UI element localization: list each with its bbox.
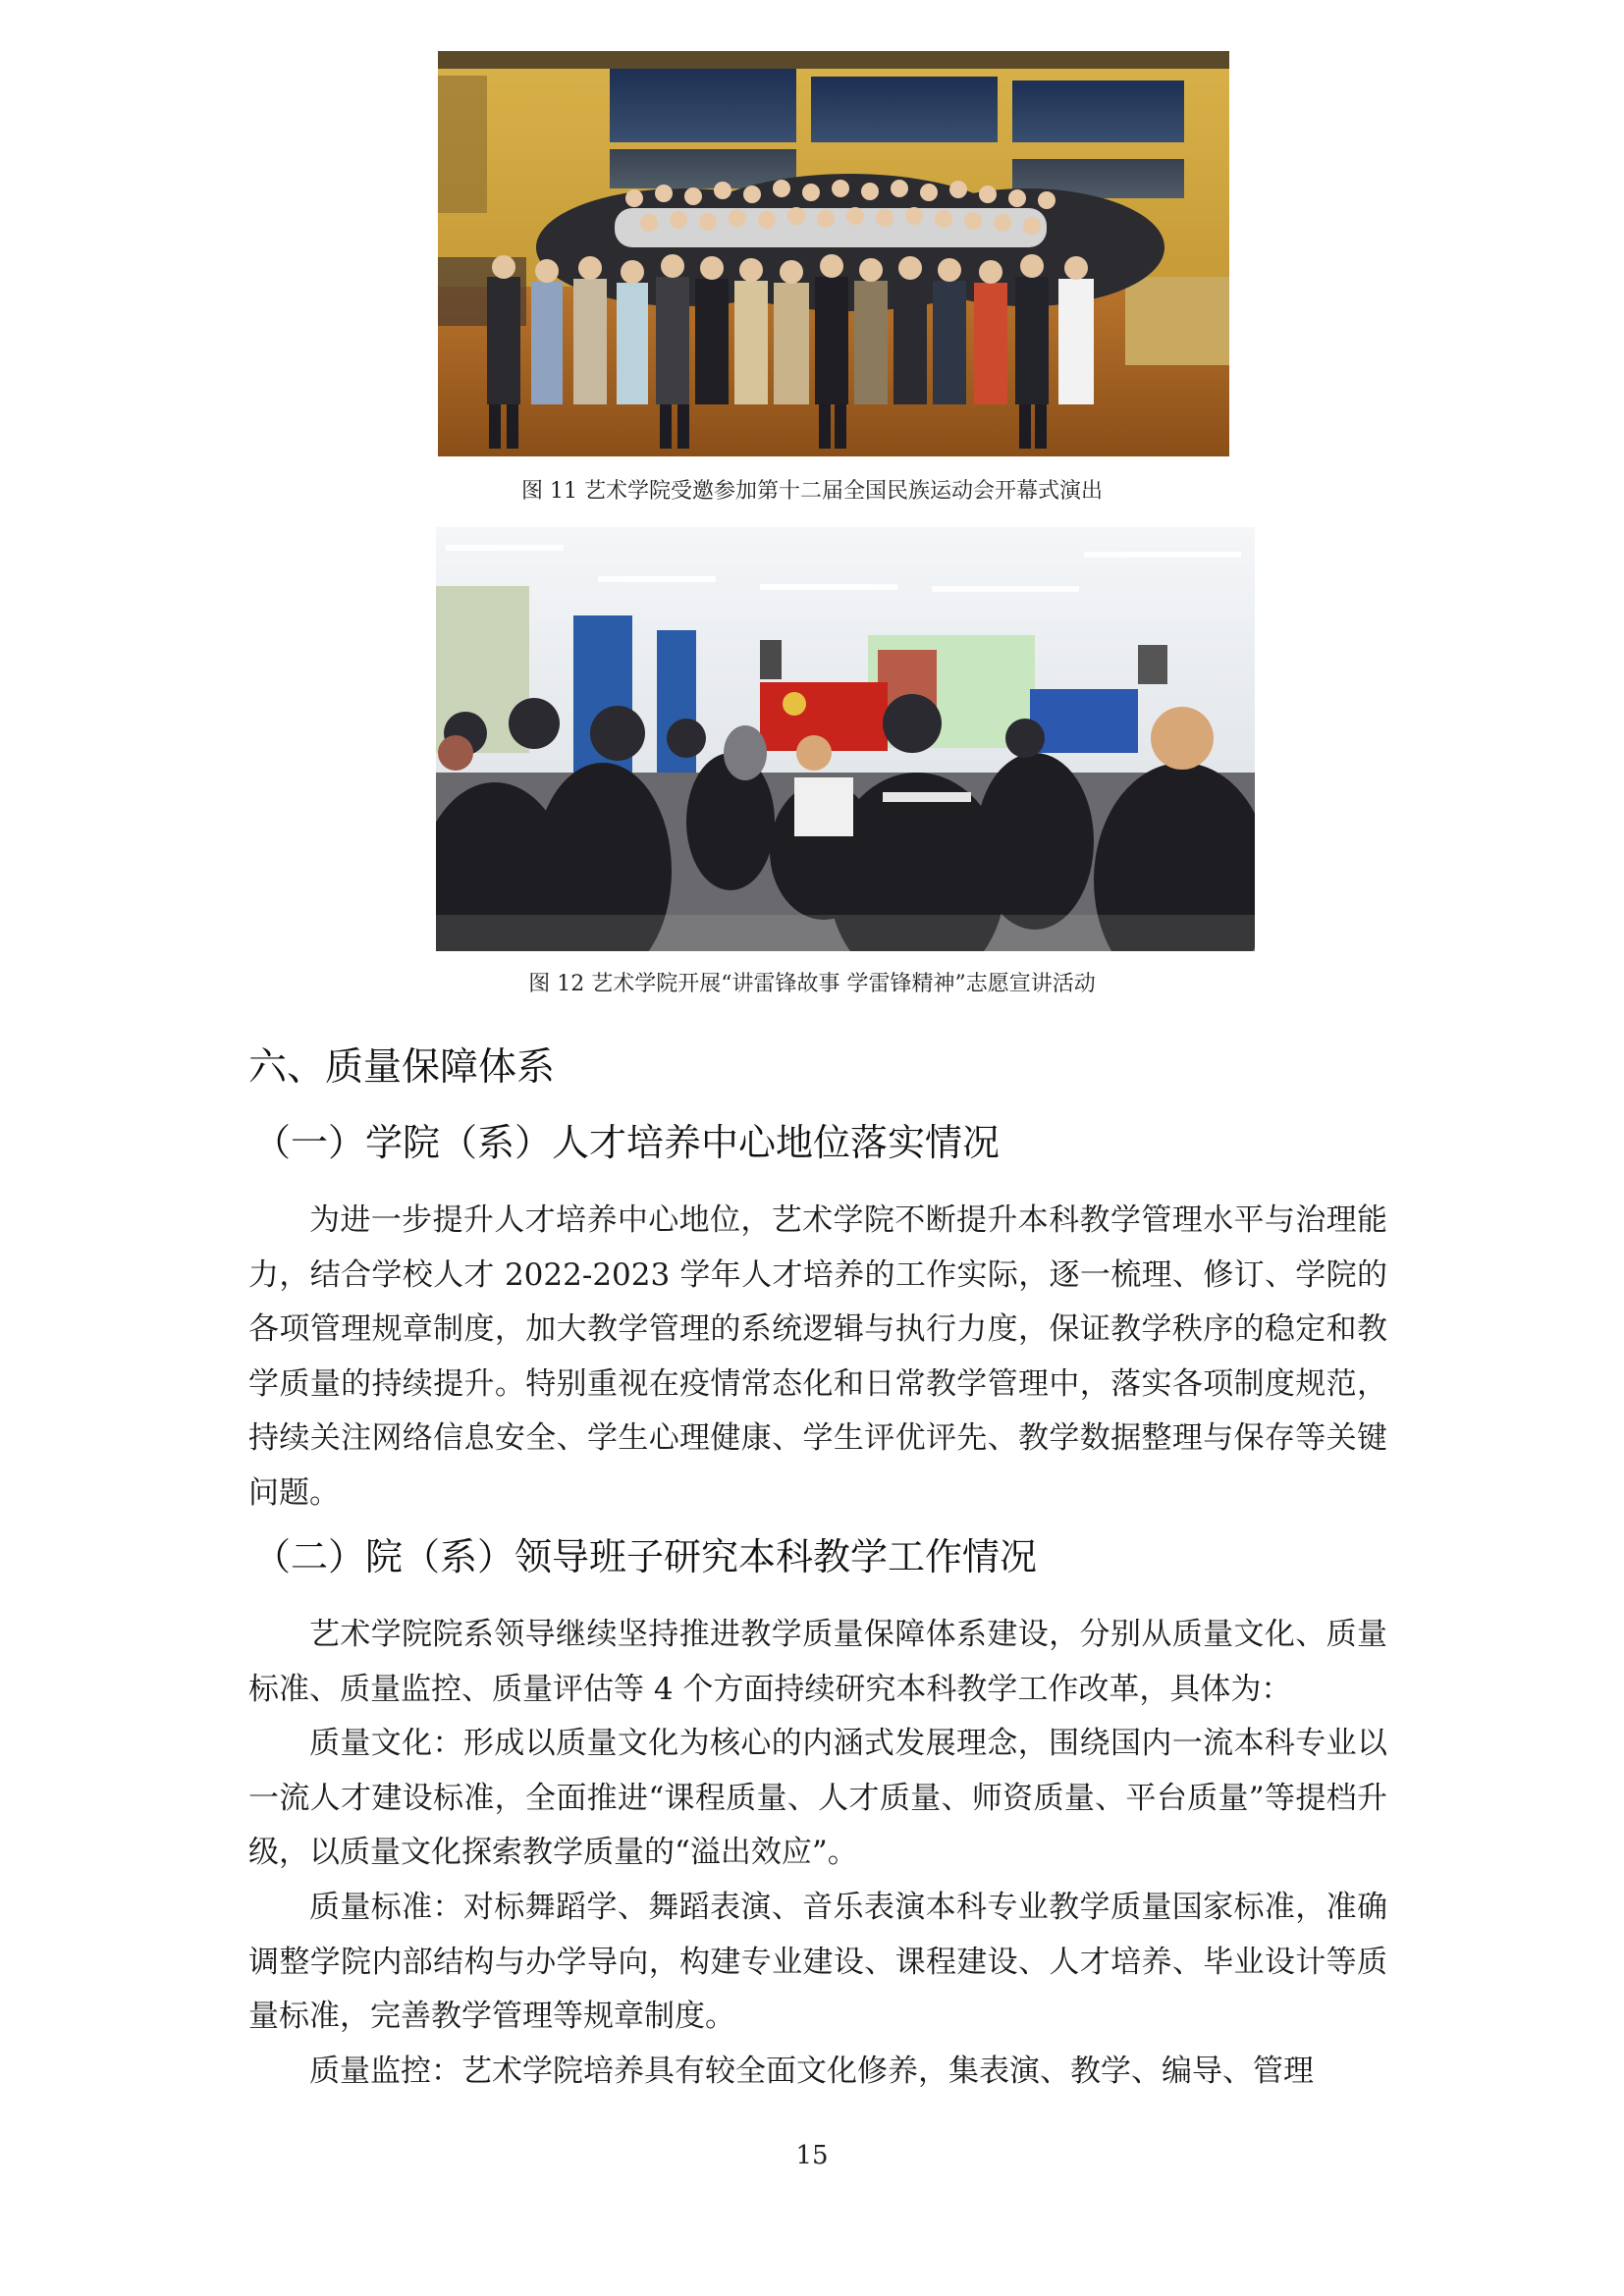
paragraph-quality-monitoring: 质量监控：艺术学院培养具有较全面文化修养，集表演、教学、编导、管理 <box>309 2054 1314 2089</box>
figure-12-classroom-photo <box>436 527 1255 951</box>
classroom-lecture-photo-image <box>436 527 1255 951</box>
figure-11-group-photo <box>438 51 1229 456</box>
paragraph: 艺术学院院系领导继续坚持推进教学质量保障体系建设，分别从质量文化、质量标准、质量监控、质量评估等 4 个方面持续研究本科教学工作改革，具体为： <box>248 1617 1387 1707</box>
subsection-heading-2: （二）院（系）领导班子研究本科教学工作情况 <box>253 1535 1038 1578</box>
paragraph: 为进一步提升人才培养中心地位，艺术学院不断提升本科教学管理水平与治理能力，结合学校人才 2022-2023 学年人才培养的工作实际，逐一梳理、修订、学院的各项管理规章制度，加大教学管理的系统逻辑与执行力度，保证教学秩序的稳定和教学质量的持续提升。特别重视在疫情常态化和日常教学管理中，落实各项制度规范，持续关注网络信息安全、学生心理健康、学生评优评先、教学数据整理与保存等关键问题。 <box>248 1202 1387 1511</box>
figure-12-caption: 图 12 艺术学院开展“讲雷锋故事 学雷锋精神”志愿宣讲活动 <box>528 972 1096 996</box>
paragraph-quality-standard: 质量标准：对标舞蹈学、舞蹈表演、音乐表演本科专业教学质量国家标准，准确调整学院内部结构与办学导向，构建专业建设、课程建设、人才培养、毕业设计等质量标准，完善教学管理等规章制度。 <box>248 1890 1387 2035</box>
page-number: 15 <box>795 2141 829 2170</box>
section-heading: 六、质量保障体系 <box>248 1045 556 1090</box>
paragraph-quality-culture: 质量文化：形成以质量文化为核心的内涵式发展理念，围绕国内一流本科专业以一流人才建设标准，全面推进“课程质量、人才质量、师资质量、平台质量”等提档升级，以质量文化探索教学质量的“溢出效应”。 <box>248 1726 1387 1871</box>
figure-11-caption: 图 11 艺术学院受邀参加第十二届全国民族运动会开幕式演出 <box>521 479 1103 504</box>
subsection-heading-1: （一）学院（系）人才培养中心地位落实情况 <box>253 1121 1001 1164</box>
gymnasium-group-photo-image <box>438 51 1229 456</box>
